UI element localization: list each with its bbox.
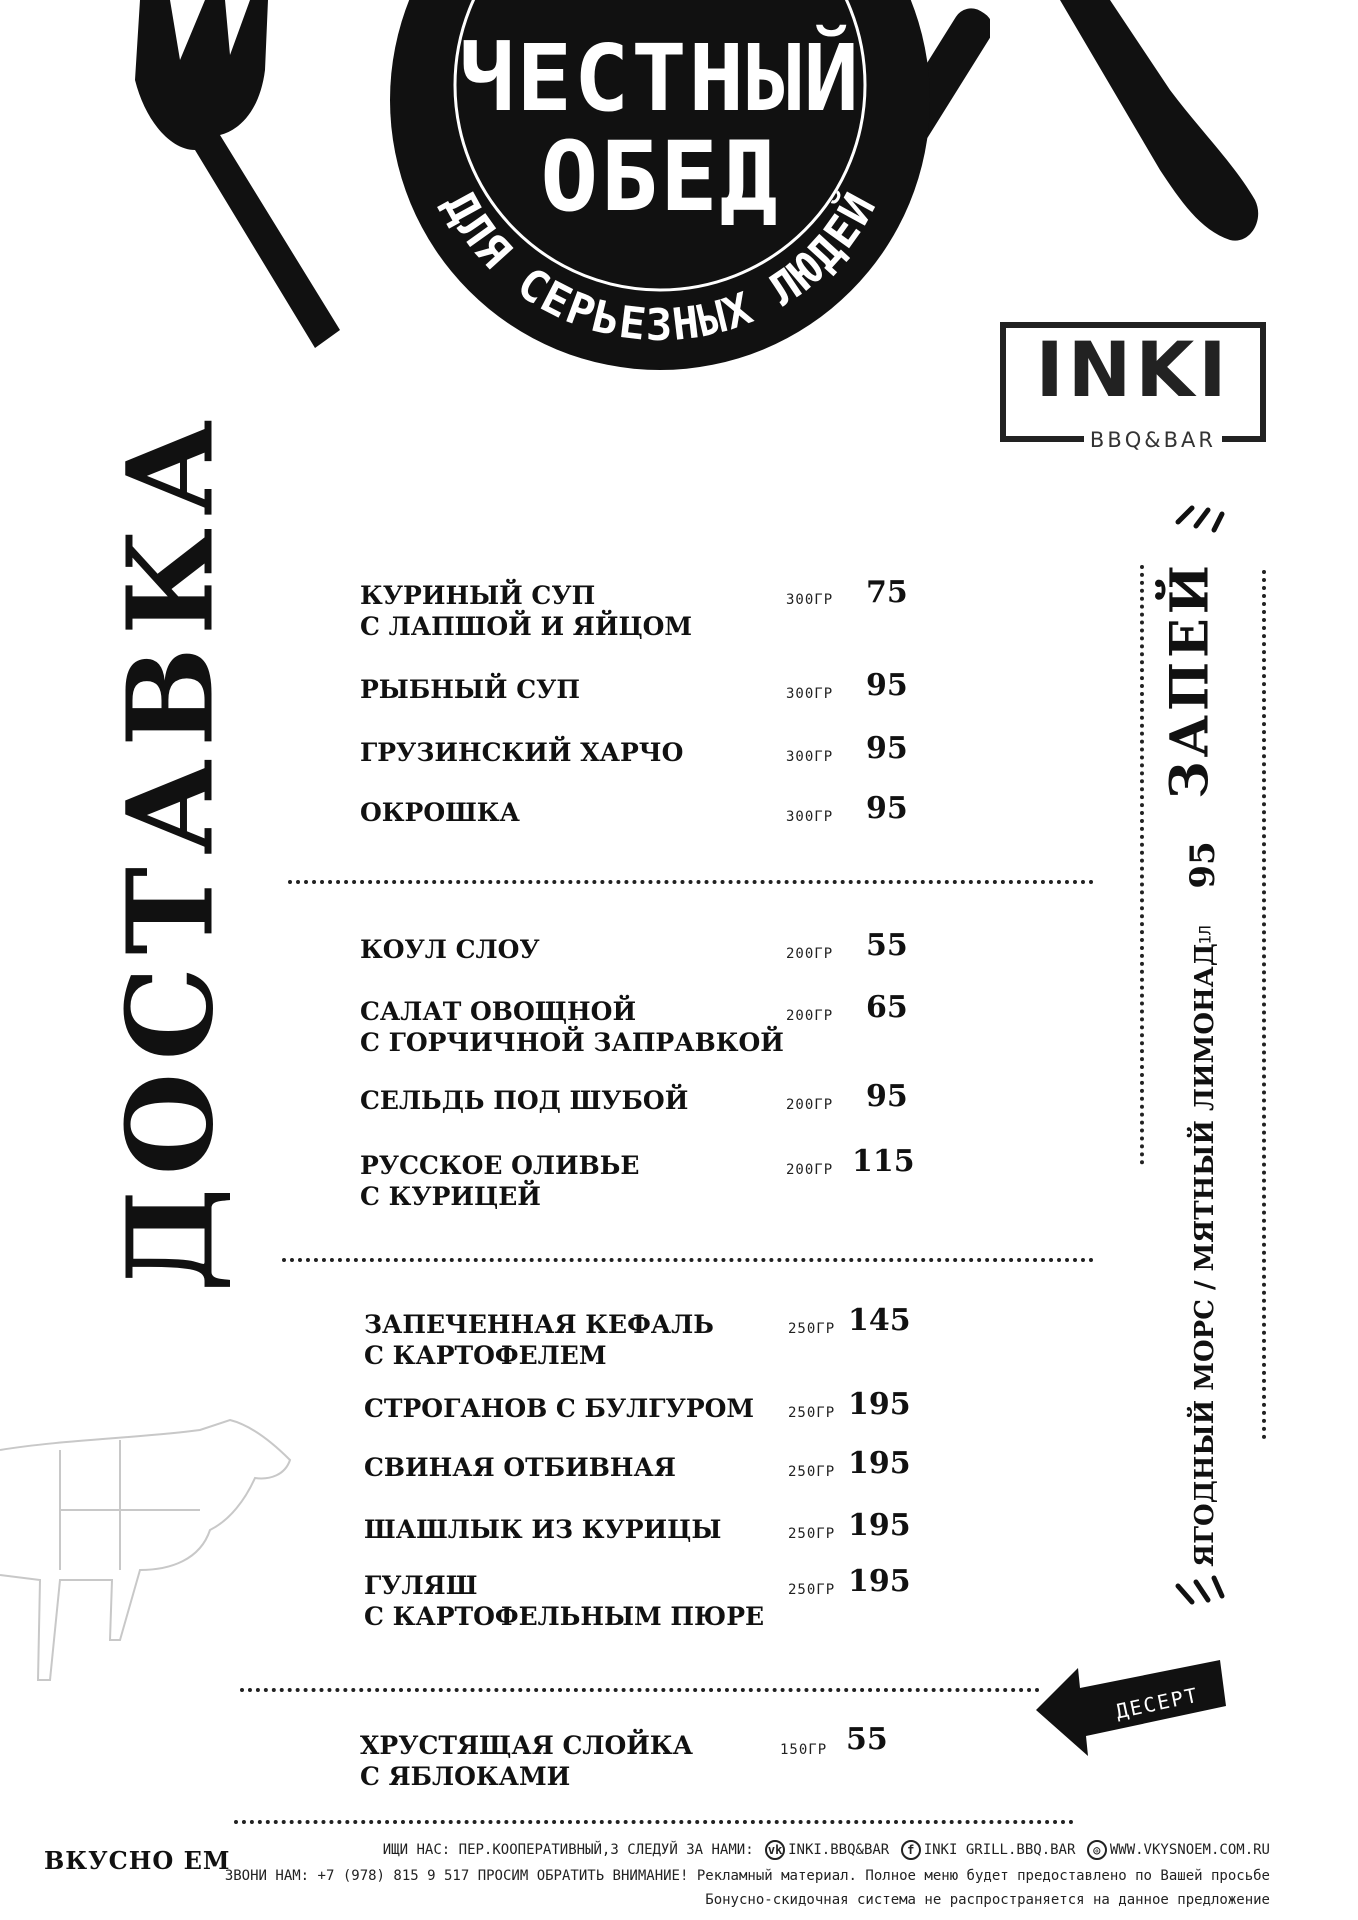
menu-item-weight: 250ГР: [788, 1464, 836, 1480]
drink-name: ЯГОДНЫЙ МОРС / МЯТНЫЙ ЛИМОНАД: [1190, 943, 1220, 1567]
inki-logo: [1000, 322, 1266, 452]
menu-item-price: 195: [848, 1387, 911, 1422]
menu-item-name: РЫБНЫЙ СУП: [360, 675, 580, 704]
vertical-divider-left: [1140, 565, 1144, 1165]
section-divider: [288, 880, 1094, 884]
header-emblem: [330, 0, 990, 380]
menu-item-weight: 200ГР: [786, 1097, 834, 1113]
footer-disclaimer: Бонусно-скидочная система не распространяется на данное предложение: [705, 1892, 1270, 1908]
logo-subtitle: BBQ&BAR: [1084, 428, 1222, 452]
menu-item-name: СЕЛЬДЬ ПОД ШУБОЙ: [360, 1086, 689, 1115]
menu-item-weight: 250ГР: [788, 1582, 836, 1598]
footer-divider: [234, 1820, 1074, 1824]
menu-item-price: 195: [848, 1564, 911, 1599]
emblem-arc-text: ДЛЯ СЕРЬЕЗНЫХ ЛЮДЕЙ: [433, 183, 887, 351]
drinks-title: ЗАПЕЙ: [1159, 561, 1221, 799]
menu-item-name: ГУЛЯШ С КАРТОФЕЛЬНЫМ ПЮРЕ: [364, 1571, 765, 1631]
menu-item-name: КОУЛ СЛОУ: [360, 935, 540, 964]
menu-item-weight: 250ГР: [788, 1321, 836, 1337]
menu-item-weight: 200ГР: [786, 946, 834, 962]
menu-item-name: ГРУЗИНСКИЙ ХАРЧО: [360, 738, 684, 767]
menu-item-weight: 300ГР: [786, 809, 834, 825]
menu-item-name: ШАШЛЫК ИЗ КУРИЦЫ: [364, 1515, 722, 1544]
menu-item-price: 195: [848, 1508, 911, 1543]
dessert-arrow-label: [1030, 1640, 1230, 1760]
menu-item-price: 95: [866, 1079, 908, 1114]
emblem-line1: ЧЕСТНЫЙ: [459, 25, 861, 132]
menu-item-weight: 250ГР: [788, 1526, 836, 1542]
menu-item-weight: 300ГР: [786, 592, 834, 608]
menu-item-price: 55: [846, 1722, 888, 1757]
menu-item-price: 55: [866, 928, 908, 963]
menu-item-name: ЗАПЕЧЕННАЯ КЕФАЛЬ С КАРТОФЕЛЕМ: [364, 1310, 714, 1370]
footer-slogan: ВКУСНО ЕМ: [44, 1846, 231, 1875]
emblem-graphic: [330, 0, 990, 380]
menu-item-weight: 300ГР: [786, 686, 834, 702]
dash-marks-icon: [1170, 500, 1230, 560]
menu-item-weight: 150ГР: [780, 1742, 828, 1758]
menu-item-name: СВИНАЯ ОТБИВНАЯ: [364, 1453, 676, 1482]
footer-phone-note: ЗВОНИ НАМ: +7 (978) 815 9 517 ПРОСИМ ОБРАТИТЬ ВНИМАНИЕ! Рекламный материал. Полное меню будет предоставлено по Вашей просьбе: [224, 1868, 1270, 1884]
menu-item-price: 95: [866, 731, 908, 766]
website-link[interactable]: WWW.VKYSNOEM.COM.RU: [1109, 1842, 1270, 1858]
vk-link[interactable]: INKI.BBQ&BAR: [788, 1842, 890, 1858]
cow-illustration: [0, 1380, 300, 1710]
footer-contacts: ИЩИ НАС: ПЕР.КООПЕРАТИВНЫЙ,3 СЛЕДУЙ ЗА НАМИ: vk INKI.BBQ&BAR f INKI GRILL.BBQ.BAR ◎ WWW.VKYSNOEM.COM.RU: [382, 1842, 1270, 1858]
knife-handle-icon: [1050, 0, 1270, 260]
dessert-label: ДЕСЕРТ: [1113, 1682, 1202, 1724]
menu-item-price: 95: [866, 791, 908, 826]
vertical-divider-right: [1262, 570, 1266, 1440]
globe-icon[interactable]: ◎: [1087, 1840, 1107, 1860]
logo-name: INKI: [1035, 325, 1231, 414]
menu-item-name: ХРУСТЯЩАЯ СЛОЙКА С ЯБЛОКАМИ: [360, 1731, 693, 1791]
menu-item-price: 65: [866, 990, 908, 1025]
section-divider: [282, 1258, 1094, 1262]
menu-item-price: 145: [848, 1303, 911, 1338]
menu-item-weight: 200ГР: [786, 1162, 834, 1178]
menu-item-name: КУРИНЫЙ СУП С ЛАПШОЙ И ЯЙЦОМ: [360, 581, 693, 641]
fb-link[interactable]: INKI GRILL.BBQ.BAR: [923, 1842, 1076, 1858]
drink-volume: 1Л: [1195, 925, 1215, 945]
menu-item-name: РУССКОЕ ОЛИВЬЕ С КУРИЦЕЙ: [360, 1151, 640, 1211]
menu-item-weight: 200ГР: [786, 1008, 834, 1024]
emblem-line2: ОБЕД: [540, 121, 780, 233]
menu-item-price: 195: [848, 1446, 911, 1481]
menu-item-price: 115: [852, 1144, 915, 1179]
menu-item-price: 75: [866, 575, 908, 610]
menu-item-weight: 250ГР: [788, 1405, 836, 1421]
facebook-icon[interactable]: f: [901, 1840, 921, 1860]
menu-item-name: САЛАТ ОВОЩНОЙ С ГОРЧИЧНОЙ ЗАПРАВКОЙ: [360, 997, 784, 1057]
vk-icon[interactable]: vk: [765, 1840, 785, 1860]
menu-item-weight: 300ГР: [786, 749, 834, 765]
dash-marks-icon: [1170, 1556, 1230, 1616]
menu-item-name: СТРОГАНОВ С БУЛГУРОМ: [364, 1394, 755, 1423]
fork-handle-icon: [100, 0, 360, 360]
section-title: ДОСТАВКА: [100, 407, 240, 1293]
menu-item-price: 95: [866, 668, 908, 703]
drink-price: 95: [1183, 841, 1223, 889]
menu-item-name: ОКРОШКА: [360, 798, 520, 827]
section-divider: [240, 1688, 1040, 1692]
